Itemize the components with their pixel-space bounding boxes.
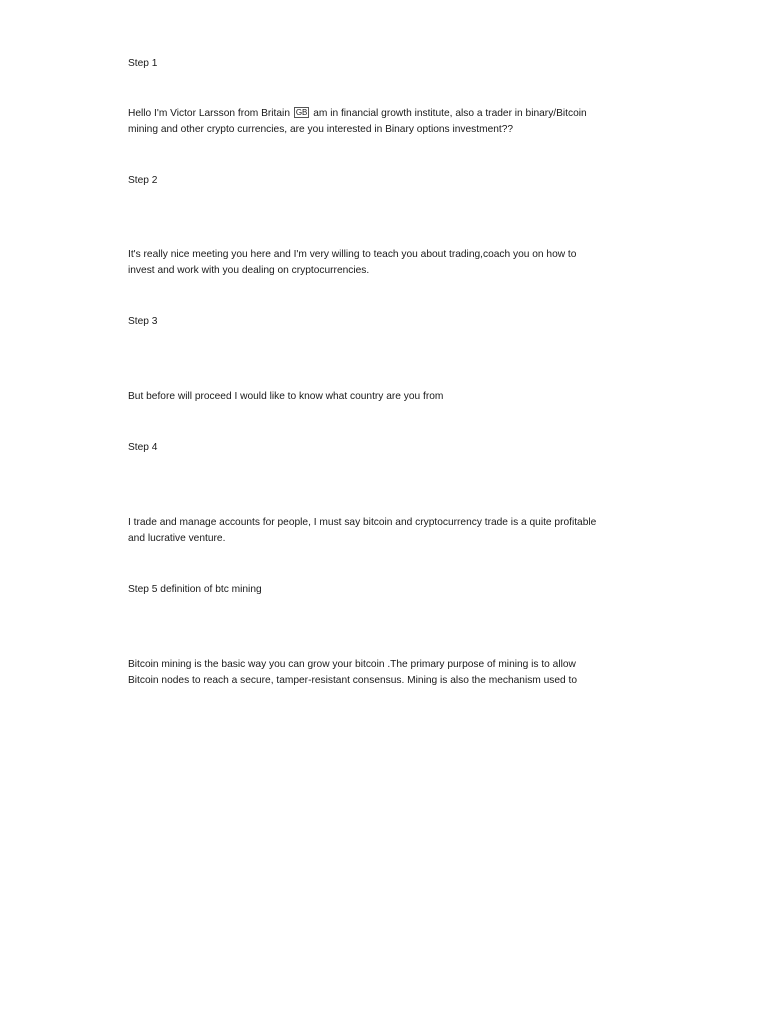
step-3-heading: Step 3 bbox=[128, 316, 158, 327]
step-3-paragraph-line-1: But before will proceed I would like to know what country are you from bbox=[128, 391, 444, 402]
gb-flag-icon: GB bbox=[295, 108, 308, 117]
step-1-paragraph-line-2: mining and other crypto currencies, are you interested in Binary options investment?? bbox=[128, 124, 514, 135]
step-2-paragraph-line-1: It's really nice meeting you here and I'm very willing to teach you about trading,coach you on how to bbox=[128, 249, 577, 260]
step-2-paragraph-line-2: invest and work with you dealing on cryptocurrencies. bbox=[128, 265, 370, 276]
step-5-heading: Step 5 definition of btc mining bbox=[128, 584, 262, 595]
step-1-heading: Step 1 bbox=[128, 58, 158, 69]
step-2-heading: Step 2 bbox=[128, 175, 158, 186]
step-5-paragraph-line-2: Bitcoin nodes to reach a secure, tamper-resistant consensus. Mining is also the mechanism used to bbox=[128, 675, 578, 686]
step-1-paragraph-line-1 bbox=[128, 106, 628, 122]
step-5-paragraph-line-1: Bitcoin mining is the basic way you can grow your bitcoin .The primary purpose of mining is to allow bbox=[128, 659, 576, 670]
step-1-text-start: Hello I'm Victor Larsson from Britain bbox=[128, 108, 293, 119]
step-1-text-end: am in financial growth institute, also a trader in binary/Bitcoin bbox=[310, 108, 587, 119]
step-4-paragraph-line-2: and lucrative venture. bbox=[128, 533, 226, 544]
step-4-heading: Step 4 bbox=[128, 442, 158, 453]
step-4-paragraph-line-1: I trade and manage accounts for people, I must say bitcoin and cryptocurrency trade is a quite profitable bbox=[128, 517, 597, 528]
